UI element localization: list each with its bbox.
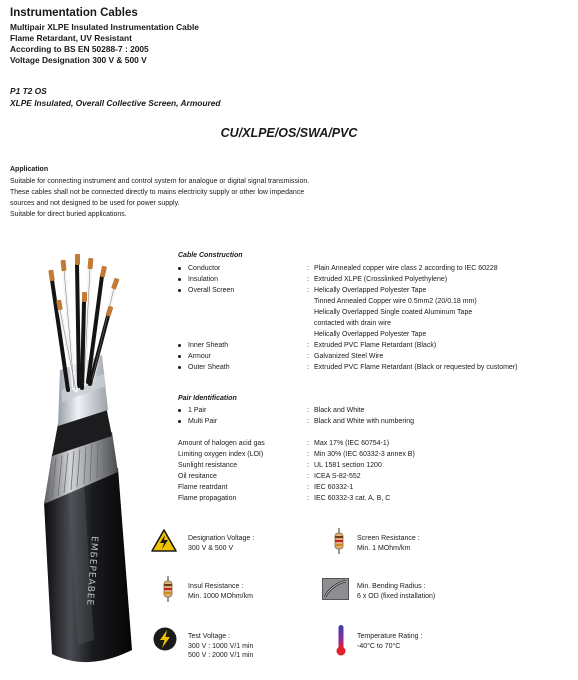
construction-row <box>178 351 574 362</box>
row-label: Sunlight resistance <box>178 462 238 469</box>
feature-value: 500 V : 2000 V/1 min <box>188 652 254 659</box>
insulation-resistance-feature <box>188 582 253 601</box>
property-row <box>178 449 574 460</box>
construction-row <box>178 318 574 329</box>
construction-row <box>178 307 574 318</box>
application-heading: Application <box>10 166 49 173</box>
feature-value: 300 V & 500 V <box>188 544 234 552</box>
temperature-rating-feature <box>357 632 422 651</box>
row-label: Conductor <box>188 265 221 272</box>
row-label: Multi Pair <box>188 418 218 425</box>
row-colon: : <box>307 407 309 414</box>
row-value: Black and White <box>314 407 365 414</box>
row-colon: : <box>307 276 309 283</box>
row-value: Min 30% (IEC 60332-3 annex B) <box>314 451 415 458</box>
row-colon: : <box>307 265 309 272</box>
feature-value: 300 V : 1000 V/1 min <box>188 642 254 650</box>
row-value: Extruded PVC Flame Retardant (Black or requested by customer) <box>314 364 518 371</box>
row-label: Insulation <box>188 276 218 283</box>
sheath-print-text: ЕМБЕРЕАВЕЕ <box>84 535 99 607</box>
bullet-icon <box>178 420 181 423</box>
product-description: XLPE Insulated, Overall Collective Screen, Armoured <box>10 98 221 108</box>
lightning-bolt-icon <box>153 627 177 651</box>
row-value: Galvanized Steel Wire <box>314 353 384 360</box>
row-label: Amount of halogen acid gas <box>178 440 265 447</box>
feature-value: Min. 1 MOhm/km <box>357 544 411 552</box>
construction-row <box>178 329 574 340</box>
bullet-icon <box>178 267 181 270</box>
construction-row <box>178 285 574 296</box>
screen-resistance-feature <box>357 534 420 553</box>
feature-title: Screen Resistance : <box>357 535 420 542</box>
row-label: Armour <box>188 353 211 360</box>
construction-row <box>178 340 574 351</box>
construction-row <box>178 263 574 274</box>
property-row <box>178 471 574 482</box>
feature-title: Designation Voltage : <box>188 535 255 542</box>
feature-title: Test Voltage : <box>188 633 231 640</box>
construction-row <box>178 274 574 285</box>
cable-construction-heading: Cable Construction <box>178 252 243 259</box>
row-label: Outer Sheath <box>188 364 230 371</box>
bending-radius-icon <box>322 578 349 600</box>
row-value: Extruded PVC Flame Retardant (Black) <box>314 342 437 349</box>
row-value: Plain Annealed copper wire class 2 according to IEC 60228 <box>314 265 498 272</box>
row-value: Helically Overlapped Polyester Tape <box>314 287 427 294</box>
feature-value: Min. 1000 MOhm/km <box>188 592 253 600</box>
application-line: Suitable for direct buried applications. <box>10 211 127 218</box>
row-value: Helically Overlapped Single coated Aluminum Tape <box>314 309 473 316</box>
pair-identification-heading: Pair Identification <box>178 395 237 402</box>
resistor-icon <box>332 528 346 554</box>
product-code: P1 T2 OS <box>10 86 47 96</box>
subtitle-line-3: According to BS EN 50288-7 : 2005 <box>10 44 149 54</box>
row-colon: : <box>307 440 309 447</box>
feature-title: Min. Bending Radius : <box>357 583 426 590</box>
feature-title: Insul Resistance : <box>188 583 244 590</box>
feature-value: 6 x OD (fixed installation) <box>357 592 436 600</box>
pair-row <box>178 405 574 416</box>
row-colon: : <box>307 495 309 502</box>
row-value: Extruded XLPE (Crosslinked Polyethylene) <box>314 276 448 283</box>
row-value: IEC 60332-3 cat. A, B, C <box>314 495 391 502</box>
construction-row <box>178 296 574 307</box>
cable-designation: CU/XLPE/OS/SWA/PVC <box>220 126 358 140</box>
bullet-icon <box>178 344 181 347</box>
property-row <box>178 438 574 449</box>
armoured-cable-illustration <box>22 240 172 670</box>
subtitle-line-4: Voltage Designation 300 V & 500 V <box>10 55 147 65</box>
row-value: IEC 60332-1 <box>314 484 354 491</box>
row-label: Inner Sheath <box>188 342 229 349</box>
row-label: Flame reatrdant <box>178 484 228 491</box>
bullet-icon <box>178 366 181 369</box>
bullet-icon <box>178 289 181 292</box>
row-colon: : <box>307 364 309 371</box>
property-row <box>178 482 574 493</box>
row-value: Helically Overlapped Polyester Tape <box>314 331 427 338</box>
row-colon: : <box>307 287 309 294</box>
row-colon: : <box>307 342 309 349</box>
row-value: UL 1581 section 1200 <box>314 462 382 469</box>
designation-voltage-feature <box>188 534 254 553</box>
construction-row <box>178 362 574 373</box>
row-colon: : <box>307 451 309 458</box>
bullet-icon <box>178 278 181 281</box>
row-value: Max 17% (IEC 60754-1) <box>314 440 390 447</box>
row-value: Black and White with numbering <box>314 418 414 425</box>
row-value: contacted with drain wire <box>314 320 392 327</box>
page-title: Instrumentation Cables <box>10 7 138 19</box>
test-voltage-feature <box>188 632 253 661</box>
row-colon: : <box>307 353 309 360</box>
row-label: Flame propagation <box>178 495 237 502</box>
thermometer-icon <box>336 624 346 656</box>
row-label: Oil resitance <box>178 473 217 480</box>
row-colon: : <box>307 473 309 480</box>
bullet-icon <box>178 409 181 412</box>
pair-row <box>178 416 574 427</box>
feature-value: -40°C to 70°C <box>357 642 401 650</box>
row-colon: : <box>307 484 309 491</box>
resistor-icon <box>161 576 175 602</box>
row-value: ICEA S-82-552 <box>314 473 361 480</box>
subtitle-line-1: Multipair XLPE Insulated Instrumentation Cable <box>10 22 199 32</box>
bullet-icon <box>178 355 181 358</box>
high-voltage-warning-icon <box>151 529 177 553</box>
row-colon: : <box>307 462 309 469</box>
row-colon: : <box>307 418 309 425</box>
property-row <box>178 493 574 504</box>
row-label: 1 Pair <box>188 407 207 414</box>
property-row <box>178 460 574 471</box>
application-line: sources and not designed to be used for power supply. <box>10 200 180 207</box>
row-label: Overall Screen <box>188 287 235 294</box>
row-value: Tinned Annealed Copper wire 0.5mm2 (20/0.18 mm) <box>314 298 477 305</box>
bending-radius-feature <box>357 582 435 601</box>
application-line: These cables shall not be connected directly to mains electricity supply or other low impedance <box>10 189 305 196</box>
row-label: Limiting oxygen index (LOI) <box>178 451 264 458</box>
application-line: Suitable for connecting instrument and control system for analogue or digital signal transmission. <box>10 178 310 185</box>
subtitle-line-2: Flame Retardant, UV Resistant <box>10 33 132 43</box>
feature-title: Temperature Rating : <box>357 633 423 640</box>
